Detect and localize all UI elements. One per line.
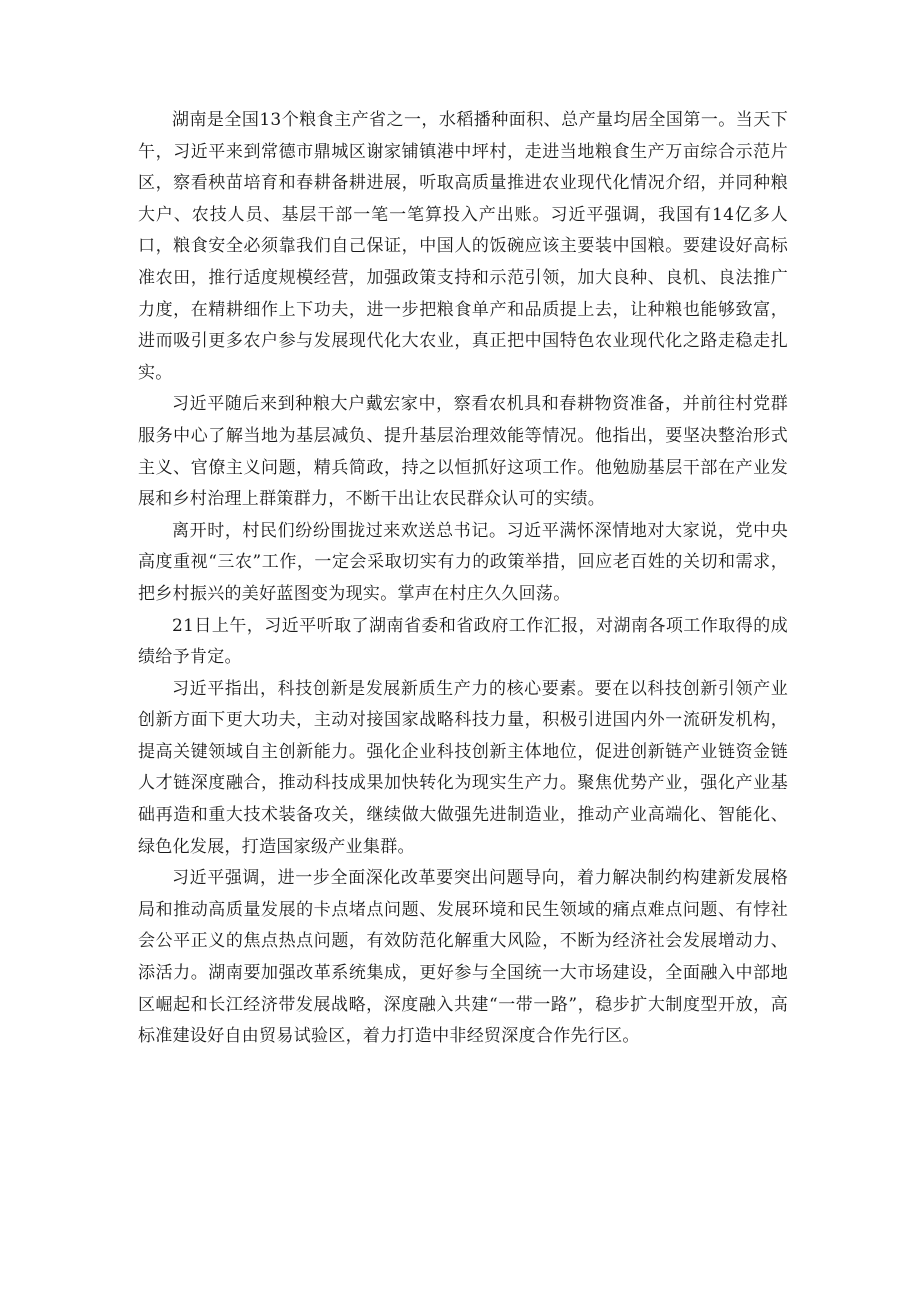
paragraph-1: 湖南是全国13个粮食主产省之一，水稻播种面积、总产量均居全国第一。当天下午，习近平来到常德市鼎城区谢家铺镇港中坪村，走进当地粮食生产万亩综合示范片区，察看秧苗培育和春耕备耕进展，听取高质量推进农业现代化情况介绍，并同种粮大户、农技人员、基层干部一笔一笔算投入产出账。习近平强调，我国有14亿多人口，粮食安全必须靠我们自己保证，中国人的饭碗应该主要装中国粮。要建设好高标准农田，推行适度规模经营，加强政策支持和示范引领，加大良种、良机、良法推广力度，在精耕细作上下功夫，进一步把粮食单产和品质提上去，让种粮也能够致富，进而吸引更多农户参与发展现代化大农业，真正把中国特色农业现代化之路走稳走扎实。 <box>138 110 788 383</box>
paragraph-2: 习近平随后来到种粮大户戴宏家中，察看农机具和春耕物资准备，并前往村党群服务中心了解当地为基层减负、提升基层治理效能等情况。他指出，要坚决整治形式主义、官僚主义问题，精兵简政，持之以恒抓好这项工作。他勉励基层干部在产业发展和乡村治理上群策群力，不断干出让农民群众认可的实绩。 <box>138 394 788 510</box>
paragraph-4: 21日上午，习近平听取了湖南省委和省政府工作汇报，对湖南各项工作取得的成绩给予肯定。 <box>138 615 788 668</box>
article-body <box>138 105 788 1053</box>
paragraph-6: 习近平强调，进一步全面深化改革要突出问题导向，着力解决制约构建新发展格局和推动高质量发展的卡点堵点问题、发展环境和民生领域的痛点难点问题、有悖社会公平正义的焦点热点问题，有效防范化解重大风险，不断为经济社会发展增动力、添活力。湖南要加强改革系统集成，更好参与全国统一大市场建设，全面融入中部地区崛起和长江经济带发展战略，深度融入共建“一带一路”，稳步扩大制度型开放，高标准建设好自由贸易试验区，着力打造中非经贸深度合作先行区。 <box>138 868 788 1047</box>
paragraph-5: 习近平指出，科技创新是发展新质生产力的核心要素。要在以科技创新引领产业创新方面下更大功夫，主动对接国家战略科技力量，积极引进国内外一流研发机构，提高关键领域自主创新能力。强化企业科技创新主体地位，促进创新链产业链资金链人才链深度融合，推动科技成果加快转化为现实生产力。聚焦优势产业，强化产业基础再造和重大技术装备攻关，继续做大做强先进制造业，推动产业高端化、智能化、绿色化发展，打造国家级产业集群。 <box>138 678 788 857</box>
paragraph-3: 离开时，村民们纷纷围拢过来欢送总书记。习近平满怀深情地对大家说，党中央高度重视“三农”工作，一定会采取切实有力的政策举措，回应老百姓的关切和需求，把乡村振兴的美好蓝图变为现实。掌声在村庄久久回荡。 <box>138 520 788 604</box>
